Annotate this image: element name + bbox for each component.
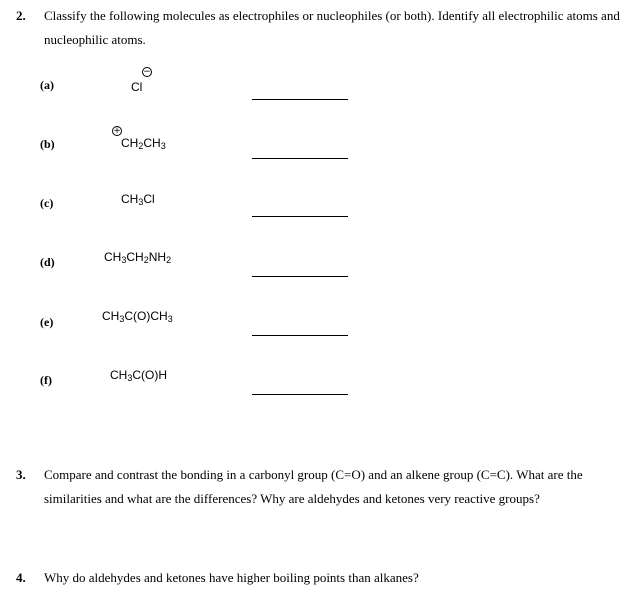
formula-e: $CH_3C(O)CH_3$ <box>102 309 173 324</box>
answer-blank-b[interactable] <box>252 158 348 159</box>
question-number: 4. <box>16 570 26 585</box>
question-text: Classify the following molecules as electrophiles or nucleophiles (or both). Identify all electrophilic atoms and nucleophilic atoms. <box>44 8 620 47</box>
formula-a <box>131 80 142 94</box>
answer-blank-d[interactable] <box>252 276 348 277</box>
formula-f: $CH_3C(O)H$ <box>110 368 168 383</box>
formula-text: Cl <box>131 80 143 94</box>
item-label-e: (e) <box>40 315 54 329</box>
question-number: 3. <box>16 467 26 482</box>
answer-blank-a[interactable] <box>252 99 348 100</box>
answer-blank-c[interactable] <box>252 216 348 217</box>
question-text: Why do aldehydes and ketones have higher boiling points than alkanes? <box>44 570 419 585</box>
formula-c: $CH_3Cl$ <box>121 192 155 207</box>
question-4 <box>0 566 636 592</box>
item-label-d: (d) <box>40 255 55 269</box>
formula-d: $CH_3CH_2NH_2$ <box>104 250 172 265</box>
item-label-c: (c) <box>40 196 54 210</box>
item-label-a: (a) <box>40 78 54 92</box>
plus-charge-icon: + <box>113 126 121 136</box>
minus-charge-icon: − <box>143 67 151 77</box>
item-label-b: (b) <box>40 137 55 151</box>
formula-b: $CH_2CH_3$ <box>121 136 166 151</box>
question-text: Compare and contrast the bonding in a carbonyl group (C=O) and an alkene group (C=C). What are the similarities and what are the differences? Why are aldehydes and ketones very reactive groups? <box>44 467 583 506</box>
item-label-f: (f) <box>40 373 52 387</box>
question-2 <box>0 4 636 54</box>
question-3 <box>0 463 636 513</box>
answer-blank-f[interactable] <box>252 394 348 395</box>
answer-blank-e[interactable] <box>252 335 348 336</box>
question-number: 2. <box>16 8 26 23</box>
